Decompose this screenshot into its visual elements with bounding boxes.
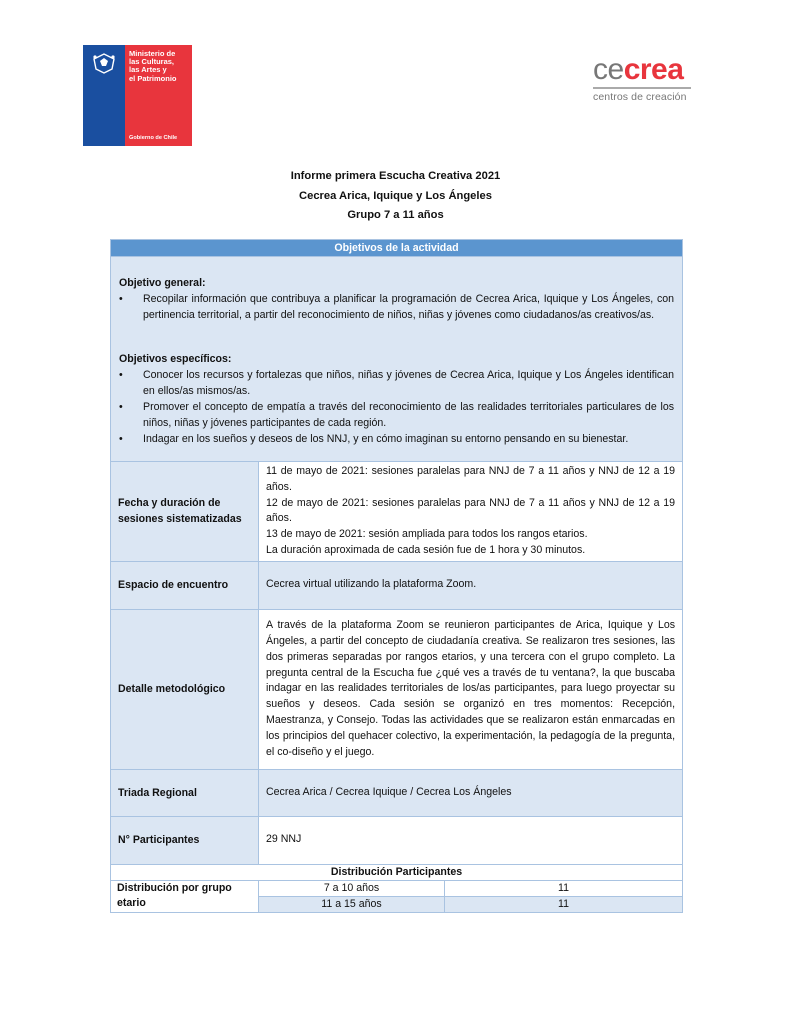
row-value-participants: 29 NNJ	[259, 816, 683, 864]
row-label-methodology: Detalle metodológico	[111, 609, 259, 769]
cecrea-wordmark	[593, 55, 693, 85]
government-logo	[83, 45, 192, 146]
report-table	[110, 239, 683, 913]
ministry-line: las Artes y	[129, 65, 167, 75]
ministry-line: las Culturas,	[129, 57, 175, 67]
ministry-line: Ministerio de	[129, 49, 176, 58]
row-value-triad: Cecrea Arica / Cecrea Iquique / Cecrea Los Ángeles	[259, 769, 683, 816]
wordmark-crea: crea	[623, 53, 684, 86]
government-label: Gobierno de Chile	[129, 135, 178, 141]
document-subtitle: Cecrea Arica, Iquique y Los Ángeles	[299, 189, 492, 202]
cecrea-logo	[593, 55, 693, 103]
general-objective-list	[119, 291, 674, 323]
age-range-cell: 7 a 10 años	[259, 880, 445, 896]
row-value-dates	[259, 462, 683, 562]
specific-objectives-label: Objetivos específicos:	[119, 353, 232, 365]
general-objective-label: Objetivo general:	[119, 277, 206, 289]
document-heading	[0, 167, 791, 226]
date-line: 13 de mayo de 2021: sesión ampliada para todos los rangos etarios.	[266, 528, 588, 541]
list-item: • Recopilar información que contribuya a planificar la programación de Cecrea Arica, Iquique y Los Ángeles, con pertinencia territorial, a partir del reconocimiento de niños, niñas y jóvenes como ciudadanos/as creativos/as.	[119, 291, 674, 323]
row-label-dates: Fecha y duración de sesiones sistematizadas	[111, 462, 259, 562]
document-group: Grupo 7 a 11 años	[347, 209, 444, 221]
row-value-methodology: A través de la plataforma Zoom se reunieron participantes de Arica, Iquique y Los Ángeles, a partir del concepto de ciudadanía creativa. Se realizaron tres sesiones, las dos primeras separadas por rangos etarios, y una tercera con el grupo completo. La pregunta central de la Escucha fue ¿qué ves a través de tu ventana?, la que buscaba indagar en las realidades territoriales de los/as participantes, para luego proyectar su sueños y deseos. Cada sesión se organizó en tres momentos: Recepción, Maestranza, y Consejo. Todas las actividades que se realizaron están enmarcadas en los principios del quehacer colectivo, la experimentación, la pedagogía de la pregunta, el co-diseño y el juego.	[259, 609, 683, 769]
row-label-participants: N° Participantes	[111, 816, 259, 864]
distribution-row-label: Distribución por grupo etario	[111, 880, 259, 912]
distribution-header: Distribución Participantes	[111, 864, 683, 880]
date-line: 12 de mayo de 2021: sesiones paralelas para NNJ de 7 a 11 años y NNJ de 12 a 19 años.	[266, 496, 676, 525]
coat-of-arms-icon	[90, 51, 118, 75]
ministry-name	[129, 50, 177, 83]
date-line: 11 de mayo de 2021: sesiones paralelas para NNJ de 7 a 11 años y NNJ de 12 a 19 años.	[266, 465, 676, 493]
document-title: Informe primera Escucha Creativa 2021	[290, 170, 501, 182]
cecrea-tagline: centros de creación	[593, 91, 687, 103]
row-value-venue: Cecrea virtual utilizando la plataforma Zoom.	[259, 561, 683, 609]
duration-line: La duración aproximada de cada sesión fue de 1 hora y 30 minutos.	[266, 543, 586, 556]
logo-red-panel	[125, 45, 192, 146]
list-item: • Promover el concepto de empatía a través del reconocimiento de las realidades territoriales particulares de los niños, niñas y jóvenes participantes de cada región.	[119, 399, 674, 431]
specific-objectives-list	[119, 367, 674, 447]
logo-divider	[593, 87, 691, 89]
list-item: • Conocer los recursos y fortalezas que niños, niñas y jóvenes de Cecrea Arica, Iquique y Los Ángeles identifican en ellos/as mismos/as.	[119, 367, 674, 399]
objectives-header: Objetivos de la actividad	[111, 240, 683, 257]
age-range-cell: 11 a 15 años	[259, 896, 445, 912]
objectives-cell	[111, 257, 683, 462]
count-cell: 11	[445, 880, 683, 896]
row-label-triad: Triada Regional	[111, 769, 259, 816]
row-label-venue: Espacio de encuentro	[111, 561, 259, 609]
ministry-line: el Patrimonio	[129, 73, 177, 83]
wordmark-ce: ce	[593, 53, 624, 86]
list-item: • Indagar en los sueños y deseos de los NNJ, y en cómo imaginan su entorno pensando en su bienestar.	[119, 431, 674, 447]
count-cell: 11	[445, 896, 683, 912]
logo-blue-panel	[83, 45, 125, 146]
